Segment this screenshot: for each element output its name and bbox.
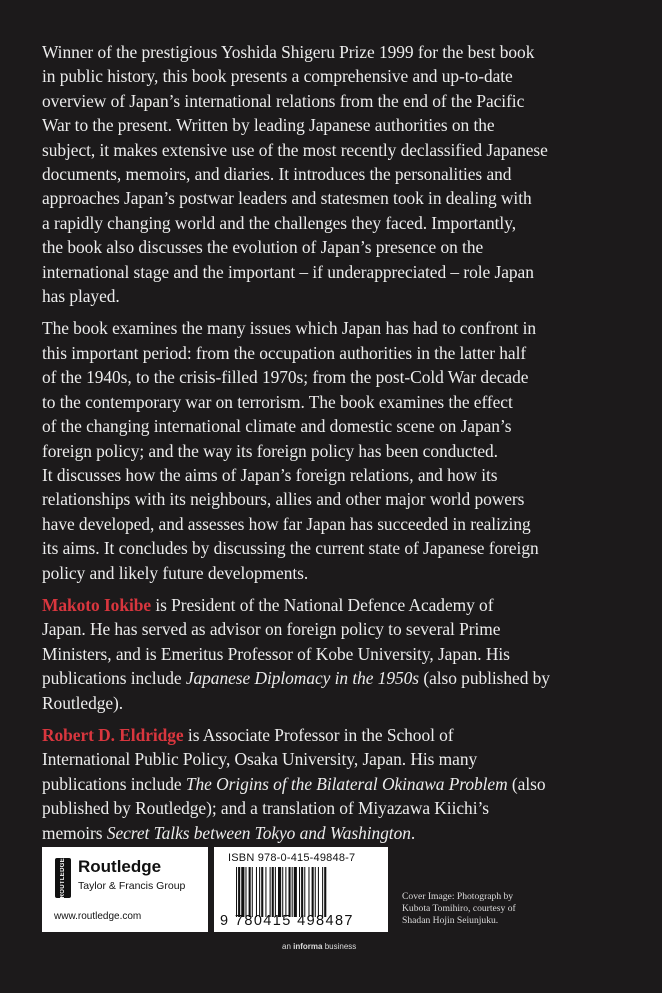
- barcode-bar: [285, 867, 286, 917]
- book-title: Secret Talks between Tokyo and Washington: [106, 822, 411, 843]
- author-bio-iokibe: [42, 593, 627, 715]
- text-line: policy and likely future developments.: [42, 562, 309, 583]
- text-line: international stage and the important – if underappreciated – role Japan: [42, 261, 534, 282]
- text-line: this important period: from the occupation authorities in the latter half: [42, 342, 527, 363]
- text-line: Routledge).: [42, 692, 124, 713]
- text-line: It discusses how the aims of Japan’s foreign relations, and how its: [42, 464, 498, 485]
- barcode-bar: [294, 867, 297, 917]
- credit-line: Shadan Hojin Seiunjuku.: [402, 915, 499, 926]
- barcode-icon: [236, 867, 382, 917]
- barcode-bar: [318, 867, 319, 917]
- barcode-bar: [272, 867, 274, 917]
- barcode-bar: [292, 867, 293, 917]
- text-line: have developed, and assesses how far Japan has succeeded in realizing: [42, 513, 531, 534]
- text-line: relationships with its neighbours, allies and other major world powers: [42, 489, 525, 510]
- text-line: is President of the National Defence Academy of: [151, 594, 494, 615]
- author-bio-eldridge: [42, 723, 627, 845]
- barcode-bar: [324, 867, 326, 917]
- barcode-bar: [270, 867, 271, 917]
- text-line: War to the present. Written by leading Japanese authorities on the: [42, 115, 495, 136]
- barcode-bar: [299, 867, 300, 917]
- barcode-bar: [256, 867, 257, 917]
- text-line: .: [410, 822, 416, 843]
- text-line: The book examines the many issues which Japan has had to confront in: [42, 318, 537, 339]
- text-line: Ministers, and is Emeritus Professor of Kobe University, Japan. His: [42, 643, 510, 664]
- isbn-number: ISBN 978-0-415-49848-7: [228, 852, 356, 864]
- text-line: the book also discusses the evolution of Japan’s presence on the: [42, 237, 484, 258]
- barcode-bar: [252, 867, 253, 917]
- publisher-group: Taylor & Francis Group: [78, 880, 186, 892]
- book-title: The Origins of the Bilateral Okinawa Problem: [185, 773, 508, 794]
- text-line: publications include: [42, 773, 186, 794]
- informa-brand: informa: [293, 942, 323, 951]
- routledge-mark-icon: [55, 858, 71, 898]
- text-line: its aims. It concludes by discussing the current state of Japanese foreign: [42, 538, 539, 559]
- barcode-bar: [308, 867, 309, 917]
- credit-line: Kubota Tomihiro, courtesy of: [402, 903, 516, 914]
- barcode-bar: [261, 867, 263, 917]
- back-cover-blurb: [42, 40, 627, 853]
- isbn-barcode-box: [214, 847, 388, 932]
- text-line: publications include: [42, 668, 186, 689]
- barcode-bar: [236, 867, 237, 917]
- text-line: (also: [507, 773, 546, 794]
- book-title: Japanese Diplomacy in the 1950s: [185, 668, 420, 689]
- barcode-bar: [259, 867, 260, 917]
- barcode-bar: [275, 867, 276, 917]
- text-line: has played.: [42, 286, 120, 307]
- summary-paragraph-2: [42, 316, 627, 584]
- barcode-bar: [282, 867, 283, 917]
- author-name-iokibe: Makoto Iokibe: [42, 594, 152, 615]
- tagline-text: business: [322, 942, 357, 951]
- publisher-name: Routledge: [78, 857, 162, 876]
- barcode-bar: [278, 867, 281, 917]
- text-line: to the contemporary war on terrorism. The book examines the effect: [42, 391, 513, 412]
- text-line: is Associate Professor in the School of: [183, 724, 454, 745]
- cover-image-credit: [402, 891, 602, 927]
- text-line: documents, memoirs, and diaries. It introduces the personalities and: [42, 164, 512, 185]
- text-line: Japan. He has served as advisor on foreign policy to several Prime: [42, 619, 501, 640]
- text-line: of the 1940s, to the crisis-filled 1970s; from the post-Cold War decade: [42, 367, 529, 388]
- barcode-bar: [301, 867, 303, 917]
- tagline-text: an: [282, 942, 294, 951]
- text-line: approaches Japan’s postwar leaders and statesmen took in dealing with: [42, 188, 532, 209]
- barcode-bar: [315, 867, 316, 917]
- publisher-website: www.routledge.com: [54, 911, 142, 922]
- text-line: overview of Japan’s international relations from the end of the Pacific: [42, 90, 525, 111]
- routledge-mark-text: ROUTLEDGE: [60, 857, 66, 899]
- barcode-bar: [304, 867, 305, 917]
- text-line: memoirs: [42, 822, 107, 843]
- barcode-bar: [265, 867, 266, 917]
- text-line: foreign policy; and the way its foreign policy has been conducted.: [42, 440, 498, 461]
- barcode-bar: [241, 867, 244, 917]
- publisher-logo-box: [42, 847, 208, 932]
- barcode-bar: [238, 867, 240, 917]
- barcode-bar: [312, 867, 314, 917]
- text-line: of the changing international climate and domestic scene on Japan’s: [42, 416, 512, 437]
- barcode-bar: [322, 867, 323, 917]
- barcode-bar: [249, 867, 251, 917]
- barcode-bar: [245, 867, 246, 917]
- barcode-bar: [289, 867, 291, 917]
- text-line: Winner of the prestigious Yoshida Shigeru Prize 1999 for the best book: [42, 42, 535, 62]
- text-line: published by Routledge); and a translation of Miyazawa Kiichi’s: [42, 798, 489, 819]
- author-name-eldridge: Robert D. Eldridge: [42, 724, 184, 745]
- barcode-digits: 9 780415 498487: [220, 913, 354, 929]
- text-line: (also published by: [419, 668, 550, 689]
- credit-line: Cover Image: Photograph by: [402, 891, 514, 902]
- informa-business-tagline: [282, 942, 356, 951]
- text-line: a rapidly changing world and the challenges they faced. Importantly,: [42, 212, 517, 233]
- text-line: International Public Policy, Osaka University, Japan. His many: [42, 749, 478, 770]
- text-line: in public history, this book presents a comprehensive and up-to-date: [42, 66, 513, 87]
- text-line: subject, it makes extensive use of the most recently declassified Japanese: [42, 139, 548, 160]
- summary-paragraph-1: [42, 40, 627, 308]
